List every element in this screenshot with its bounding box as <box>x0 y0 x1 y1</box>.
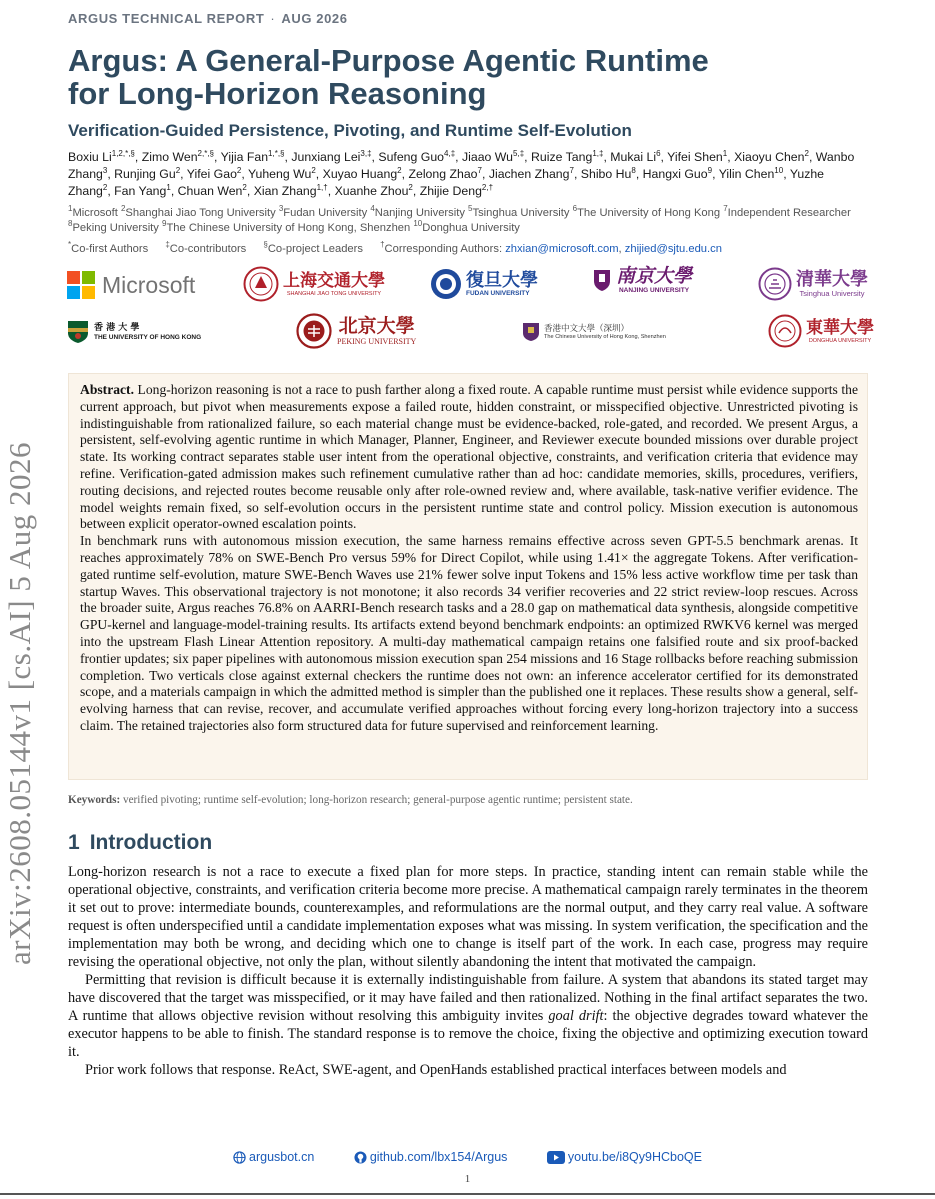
author-name: Hangxi Guo$^9$ <box>642 166 713 181</box>
hku-logo <box>67 320 201 344</box>
globe-icon <box>233 1151 246 1164</box>
coproject-note: §Co-project Leaders <box>263 240 363 255</box>
cofirst-note: *Co-first Authors <box>68 240 149 255</box>
section-heading <box>68 831 212 855</box>
author-name: Yuzhe Zhang$^2$ <box>68 167 825 198</box>
bottom-rule <box>0 1193 935 1195</box>
affiliation: $^4$Nanjing University <box>370 204 465 219</box>
cuhk-shield-icon <box>522 322 540 342</box>
cuhk-en-name: The Chinese University of Hong Kong, Shenzhen <box>544 334 666 340</box>
arxiv-identifier: arXiv:2608.05144v1 [cs.AI] 5 Aug 2026 <box>2 441 37 965</box>
affiliation: $^5$Tsinghua University <box>468 204 570 219</box>
author-name: Xuyao Huang$^2$ <box>322 166 402 181</box>
pku-logo <box>296 313 416 349</box>
paper-subtitle: Verification-Guided Persistence, Pivoting, and Runtime Self-Evolution <box>68 121 632 140</box>
author-name: Xiaoyu Chen$^2$ <box>734 149 809 164</box>
intro-paragraph-2: Permitting that revision is difficult because it is externally indistinguishable from failure. A system that abandons its stated target may have discovered that the target was misspecified, or it may have failed and then rationalized. Nothing in the final artifact separates the two. A runtime that allows objective revision without resolving this ambiguity invites goal drift: the objective degrades toward whatever the executor happens to be able to finish. The standard response is to remove the choice, fixing the objective and optimizing execution toward it. <box>68 972 868 1060</box>
affiliation: $^8$Peking University <box>68 219 159 234</box>
tsinghua-en-name: Tsinghua University <box>799 289 865 298</box>
pku-cn-name: 北京大學 <box>338 315 415 337</box>
hku-cn-name: 香 港 大 學 <box>94 323 140 333</box>
nju-en-name: NANJING UNIVERSITY <box>618 287 690 294</box>
author-name: Ruize Tang$^{1,\ddagger}$ <box>531 149 604 164</box>
youtube-link[interactable]: youtu.be/i8Qy9HCboQE <box>547 1150 702 1164</box>
fudan-seal-icon <box>430 268 462 300</box>
keywords <box>68 794 633 806</box>
author-name: Fan Yang$^1$ <box>114 183 171 198</box>
cuhk-cn-name: 香港中文大學（深圳） <box>544 324 630 334</box>
abstract-paragraph-2: In benchmark runs with autonomous mission execution, the same harness remains effective across seven GPT-5.5 benchmark arenas. It reaches approximately 78% on SWE-Bench Pro versus 59% for Direct Copilot, while using 1.41× the aggregate Tokens. After verification-gated runtime self-evolution, mature SWE-Bench Waves use 21% fewer solve input Tokens and 15% less active workflow time per task than startup Waves. This observational trajectory is not monotone; it also records 34 verifier recoveries and 22 strict review-loop rescues. Across the broader suite, Argus reaches 76.8% on AARRI-Bench research tasks and a 28.0 gap on mathematical data synthesis, alongside competitive GPU-kernel and language-model-training results. Its artifacts extend beyond benchmark endpoints: an optimized RWKV6 kernel was merged into the upstream Flash Linear Attention repository. A multi-day mathematical campaign retains one falsified route and six proof-backed frontier updates; six paper pipelines with autonomous mission execution span 254 missions and 16 Stage rollbacks before reaching submission completion. Two verticals close against external checkers the runtime does not own: an inference accelerator certified for its demonstrated scope, and a materials campaign in which the admitted method is simpler than the published one it replaces. These results show a general, self-evolving harness that can revise, recover, and accumulate verified approaches without forcing every long-horizon trajectory into a success claim. The retained trajectories also form structured data for future supervised and reinforcement learning. <box>80 533 858 733</box>
author-name: Sufeng Guo$^{4,\ddagger}$ <box>378 149 456 164</box>
hku-shield-icon <box>67 320 89 344</box>
abstract-paragraph-1: Abstract. Long-horizon reasoning is not a race to push farther along a fixed route. A capable runtime must persist while evidence supports the current approach, but pivot when measurements expose a failed route, hidden constraint, or misspecified objective. Unrestricted pivoting is indistinguishable from rationalized failure, so each material change must be evidence-backed, role-gated, and recorded. We present Argus, a persistent, self-evolving agentic runtime in which Manager, Planner, Engineer, and Reviewer execute bounded missions over durable project state. Its working contract separates stable user intent from the operational objective, constraints, and verification criteria that evidence may refine. Verification-gated admission makes such refinement cumulative rather than ad hoc: candidate memories, skills, procedures, verifiers, routing decisions, and rejected routes become reusable only after role-owned review and, where available, task-native verifier evidence. The model weights remain fixed, so self-evolution occurs in the persistent runtime state and control policy. Mission execution is autonomous between explicit operator-owned escalation points. <box>80 382 858 532</box>
affiliation-list <box>68 206 878 236</box>
abstract-label: Abstract. <box>80 382 134 397</box>
author-name: Yilin Chen$^{10}$ <box>718 166 784 181</box>
corresponding-note: †Corresponding Authors: zhxian@microsoft.com, zhijied@sjtu.edu.cn <box>380 240 722 255</box>
nju-cn-name: 南京大學 <box>616 265 693 287</box>
microsoft-logo <box>67 271 195 299</box>
report-separator: · <box>270 11 276 26</box>
author-name: Yijia Fan$^{1,*,\S}$ <box>220 149 285 164</box>
tsinghua-logo <box>758 267 868 301</box>
abstract-box <box>68 373 868 780</box>
author-name: Boxiu $Li^{1,2,*,\S}$ <box>68 149 135 164</box>
author-name: Zimo Wen$^{2,*,\S}$ <box>141 149 215 164</box>
github-link[interactable]: github.com/lbx154/Argus <box>354 1150 508 1164</box>
donghua-en-name: DONGHUA UNIVERSITY <box>808 337 872 344</box>
keywords-text: verified pivoting; runtime self-evolution; long-horizon research; general-purpose agentic runtime; persistent state. <box>123 794 633 806</box>
author-name: Zelong Zhao$^7$ <box>408 166 482 181</box>
pku-en-name: PEKING UNIVERSITY <box>337 337 417 346</box>
author-name: Yifei Shen$^1$ <box>667 149 728 164</box>
nju-shield-icon <box>592 268 612 292</box>
report-label: ARGUS TECHNICAL REPORT <box>68 11 265 26</box>
nju-logo <box>592 266 692 294</box>
affiliation: $^{10}$Donghua University <box>413 219 520 234</box>
author-name: Xian Zhang$^{1,\dagger}$ <box>253 183 328 198</box>
author-name: Zhijie Deng$^{2,\dagger}$ <box>419 183 494 198</box>
fudan-cn-name: 復旦大學 <box>466 270 538 291</box>
affiliation: $^1$Microsoft <box>68 204 118 219</box>
author-name: Jiaao $Wu^{5,\ddagger}$ <box>461 149 525 164</box>
github-icon <box>354 1151 367 1164</box>
report-date: AUG 2026 <box>281 11 348 26</box>
section-title: Introduction <box>89 831 213 854</box>
intro-paragraph-1: Long-horizon research is not a race to execute a fixed plan for more steps. In practice, standing intent can remain stable while the operational objective, constraints, and verification criteria become more precise. A mathematical campaign rarely terminates in the theorem it set out to prove: intermediate bounds, counterexamples, and reformulations are the normal output, and they carry real value. A software request is often underspecified until a candidate implementation exposes what was missing. In system verification, the specification and the implementation may both be wrong, and deciding which one to change is itself part of the work. In each case, progress may require revising the operational objective, not only the plan, without silently abandoning the intent that motivated the campaign. <box>68 864 868 970</box>
microsoft-wordmark: Microsoft <box>102 271 196 298</box>
youtube-icon <box>547 1151 565 1164</box>
author-name: Runjing Gu$^2$ <box>114 166 181 181</box>
affiliation: $^3$Fudan University <box>278 204 368 219</box>
goal-drift-term: goal drift <box>548 1008 604 1024</box>
author-name: Yuheng Wu$^2$ <box>247 166 316 181</box>
section-number: 1 <box>68 831 80 854</box>
affiliation: $^7$Independent Researcher <box>723 204 851 219</box>
introduction-body <box>68 863 868 1079</box>
tsinghua-cn-name: 清華大學 <box>796 269 868 290</box>
paper-title <box>68 44 888 110</box>
author-name: Chuan Wen$^2$ <box>177 183 247 198</box>
affiliation: $^9$The Chinese University of Hong Kong, Shenzhen <box>162 219 411 234</box>
donghua-seal-icon <box>768 314 802 348</box>
website-link[interactable]: argusbot.cn <box>233 1150 314 1164</box>
author-name: Xuanhe Zhou$^2$ <box>334 183 413 198</box>
microsoft-grid-icon <box>67 271 95 299</box>
author-name: Yifei Gao$^2$ <box>186 166 242 181</box>
author-notes <box>68 240 878 255</box>
footer-links <box>0 1150 935 1167</box>
author-name: Wanbo Zhang$^3$ <box>68 150 855 181</box>
affiliation: $^2$Shanghai Jiao Tong University <box>120 204 276 219</box>
author-name: Junxiang Lei$^{3,\ddagger}$ <box>291 149 372 164</box>
tsinghua-seal-icon <box>758 267 792 301</box>
title-line-2: for Long-Horizon Reasoning <box>68 76 487 111</box>
report-header <box>68 11 348 26</box>
author-list: Boxiu $Li^{1,2,*,\S}$, Zimo Wen$^{2,*,\S}$, Yijia Fan$^{1,*,\S}$, Junxiang Lei$^{3,\ddagger}$, Sufeng Guo$^{4,\ddagger}$, Jiaao $Wu^{5,\ddagger}$, Ruize Tang$^{1,\ddagger}$, Mukai Li$^6$, Yifei Shen$^1$, Xiaoyu Chen$^2$, Wanbo Zhang$^3$, Runjing Gu$^2$, Yifei Gao$^2$, Yuheng Wu$^2$, Xuyao Huang$^2$, Zelong Zhao$^7$, Jiachen Zhang$^7$, Shibo Hu$^8$, Hangxi Guo$^9$, Yilin Chen$^{10}$, Yuzhe Zhang$^2$, Fan Yang$^1$, Chuan Wen$^2$, Xian Zhang$^{1,\dagger}$, Xuanhe Zhou$^2$, Zhijie Deng$^{2,\dagger}$ <box>68 149 855 198</box>
page-number: 1 <box>464 1173 471 1185</box>
fudan-en-name: FUDAN UNIVERSITY <box>466 290 530 297</box>
title-line-1: Argus: A General-Purpose Agentic Runtime <box>68 43 709 78</box>
email-link-2[interactable]: zhijied@sjtu.edu.cn <box>624 243 722 255</box>
donghua-logo <box>768 314 874 348</box>
sjtu-cn-name: 上海交通大學 <box>283 270 385 291</box>
pku-seal-icon <box>296 313 332 349</box>
intro-paragraph-3: Prior work follows that response. ReAct, SWE-agent, and OpenHands established practical interfaces between models and <box>85 1062 787 1078</box>
keywords-label: Keywords: <box>68 794 121 806</box>
affiliation: $^6$The University of Hong Kong <box>572 204 721 219</box>
sjtu-en-name: SHANGHAI JIAO TONG UNIVERSITY <box>286 290 382 297</box>
email-link-1[interactable]: zhxian@microsoft.com <box>505 243 619 255</box>
author-name: Shibo Hu$^8$ <box>580 166 636 181</box>
author-name: Mukai Li$^6$ <box>610 149 661 164</box>
sjtu-seal-icon <box>243 266 279 302</box>
donghua-cn-name: 東華大學 <box>806 317 874 338</box>
sjtu-logo <box>243 266 385 302</box>
cuhk-sz-logo <box>522 322 666 342</box>
cocontributor-note: ‡Co-contributors <box>165 240 247 255</box>
fudan-logo <box>430 268 538 300</box>
author-name: Jiachen Zhang$^7$ <box>488 166 574 181</box>
hku-en-name: THE UNIVERSITY OF HONG KONG <box>94 334 202 341</box>
